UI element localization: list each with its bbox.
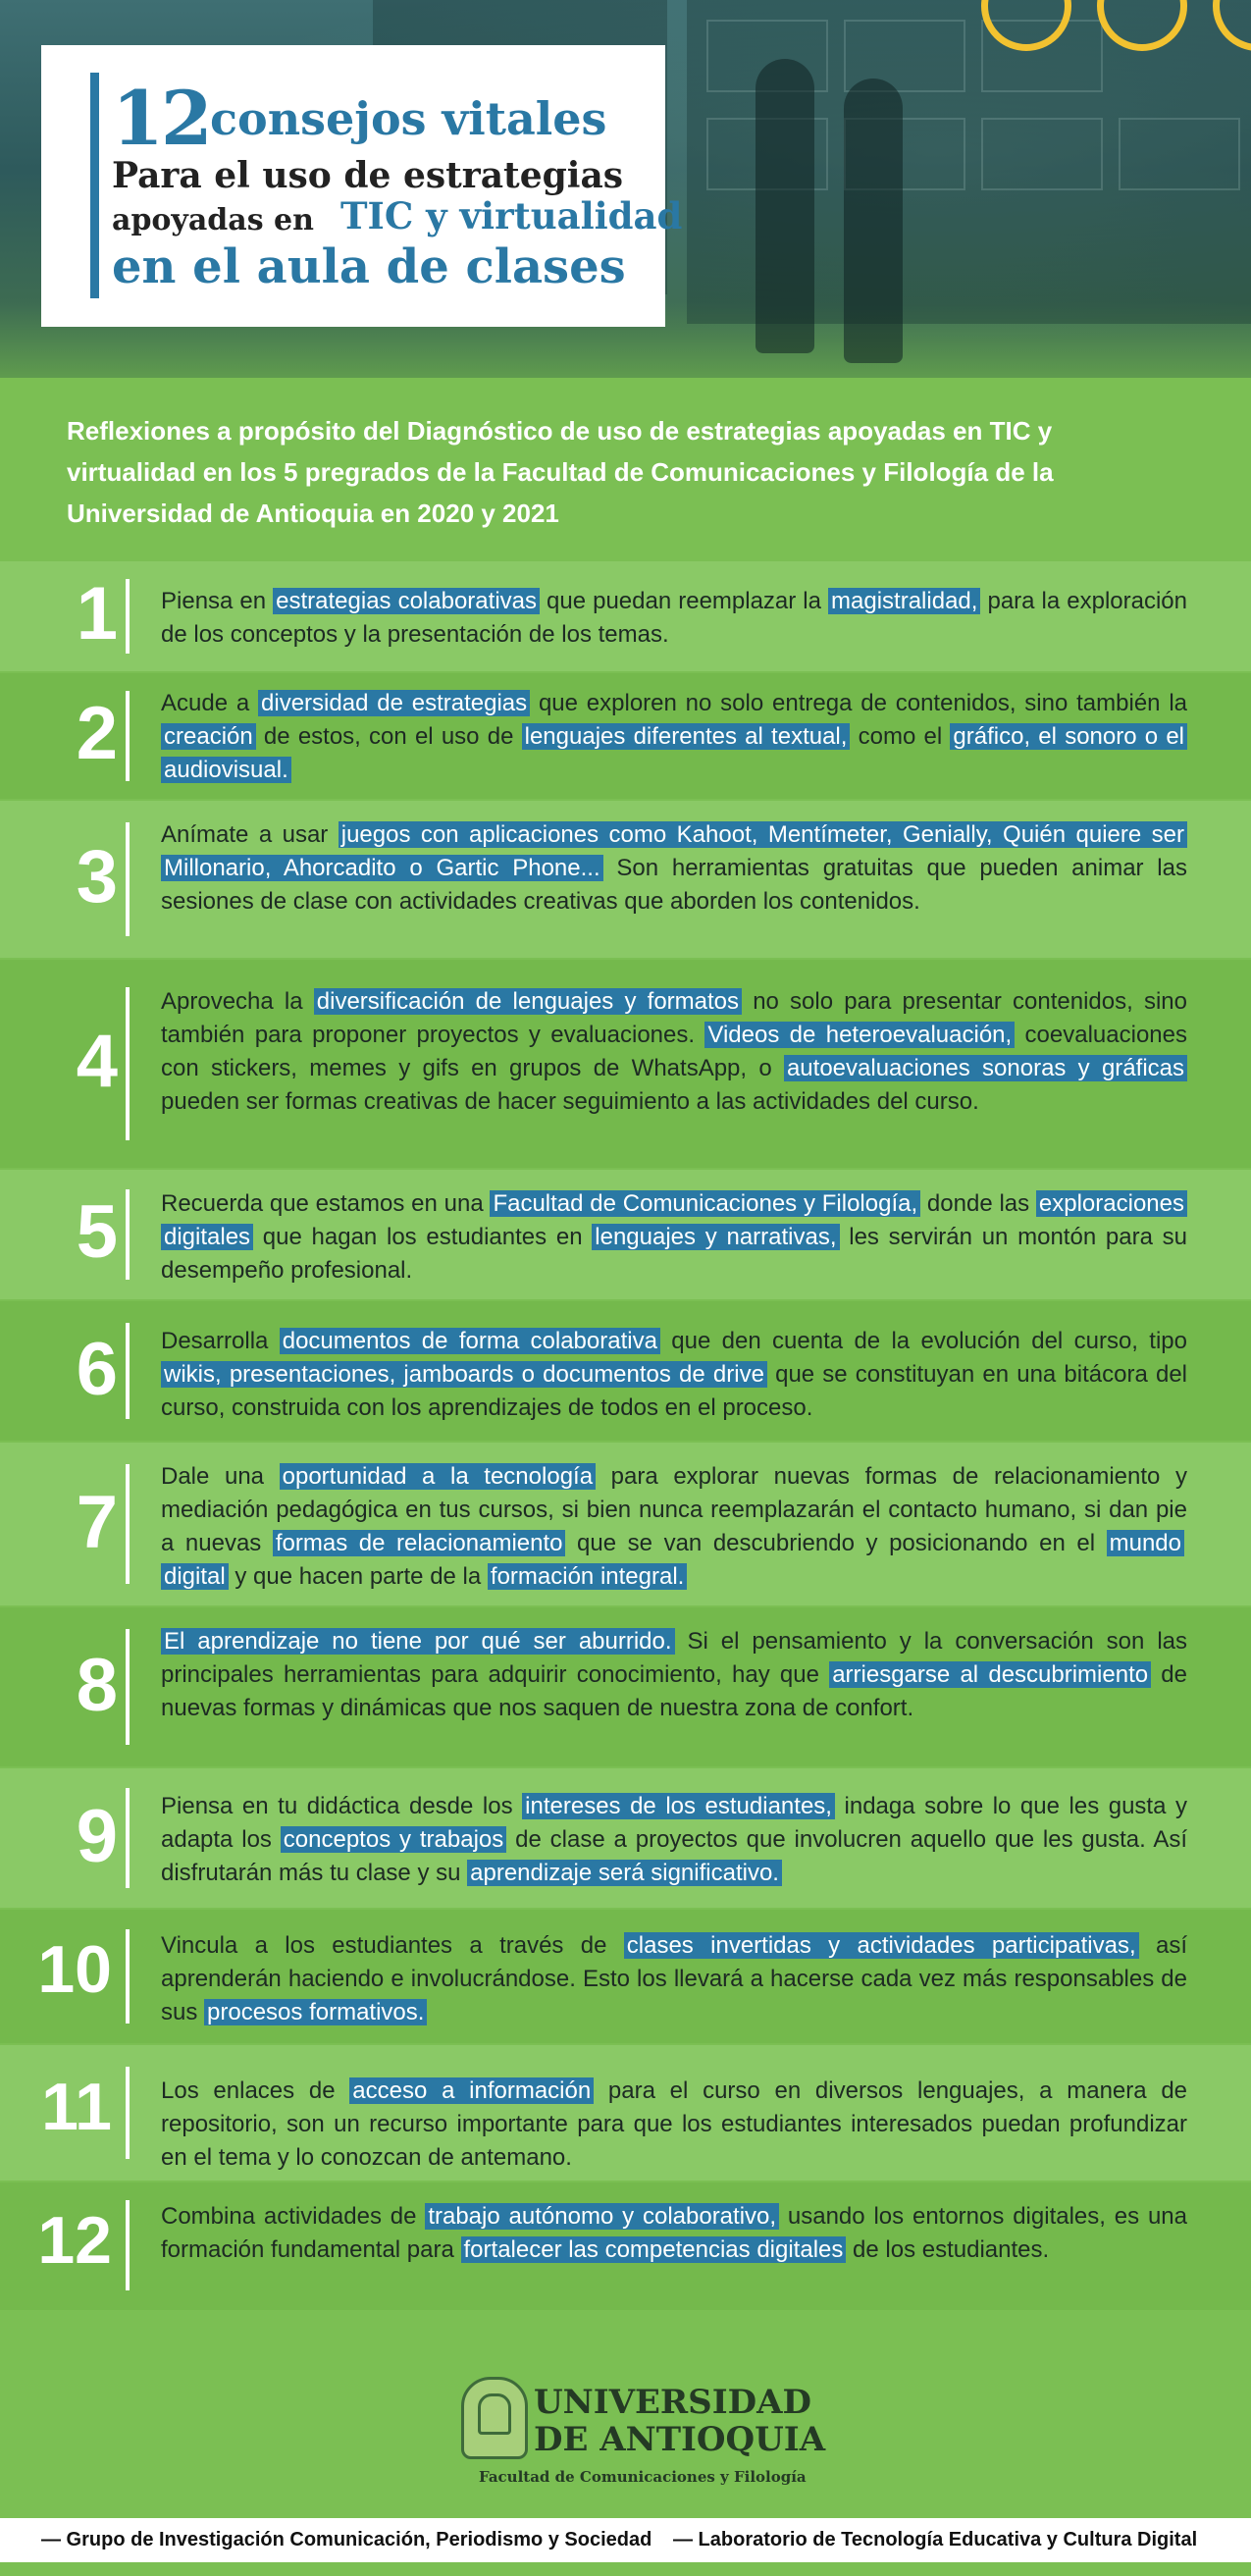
tip-divider xyxy=(126,1929,130,2024)
tip-number: 8 xyxy=(76,1644,118,1727)
tip-text-segment: no solo para presentar contenidos, sino también para proponer proyectos y evaluaciones. xyxy=(161,988,1187,1048)
tip-text-segment: Piensa en xyxy=(161,588,274,614)
tip-highlight: juegos con aplicaciones como Kahoot, Mentímeter, Genially, Quién quiere ser Millonario, Ahorcadito o Gartic Phone... xyxy=(161,821,1187,881)
tip-divider xyxy=(126,1189,130,1280)
tip-text-segment: Dale una xyxy=(161,1463,280,1490)
tip-highlight: aprendizaje será significativo. xyxy=(467,1860,782,1886)
tip-highlight: Facultad de Comunicaciones y Filología, xyxy=(490,1190,920,1217)
tip-highlight: documentos de forma colaborativa xyxy=(280,1328,660,1354)
tip-highlight: arriesgarse al descubrimiento xyxy=(829,1661,1151,1688)
tip-highlight: diversidad de estrategias xyxy=(258,690,530,716)
tip-item-11 xyxy=(0,2045,1251,2181)
tip-divider xyxy=(126,1464,130,1584)
tip-highlight: exploraciones digitales xyxy=(161,1190,1187,1250)
intro-paragraph: Reflexiones a propósito del Diagnóstico de uso de estrategias apoyadas en TIC y virtualidad en los 5 pregrados de la Facultad de Comunicaciones y Filología de la Universidad de Antioquia en 2020 y 2021 xyxy=(67,416,1054,528)
tip-number: 7 xyxy=(76,1481,118,1564)
tip-text-segment: para la exploración de los conceptos y la presentación de los temas. xyxy=(161,588,1187,648)
tip-number: 1 xyxy=(76,572,118,656)
tip-item-3 xyxy=(0,801,1251,958)
tip-text-segment: Recuerda que estamos en una xyxy=(161,1190,491,1217)
tip-text-segment: de estos, con el uso de xyxy=(255,723,522,750)
tip-item-6 xyxy=(0,1301,1251,1441)
tip-text-segment: Aprovecha la xyxy=(161,988,314,1015)
footer-right-credit: — Laboratorio de Tecnología Educativa y Cultura Digital xyxy=(673,2529,1198,2550)
tip-text xyxy=(161,985,1187,1119)
tip-text-segment: donde las xyxy=(920,1190,1036,1217)
tip-text-segment: Piensa en tu didáctica desde los xyxy=(161,1793,523,1819)
title-card xyxy=(41,45,683,327)
tip-divider xyxy=(126,822,130,936)
tip-text-segment: indaga sobre lo que les gusta y adapta los xyxy=(161,1793,1187,1853)
tip-text-segment: de los estudiantes. xyxy=(846,2236,1050,2263)
tip-highlight: conceptos y trabajos xyxy=(281,1826,506,1853)
tip-item-12 xyxy=(0,2182,1251,2310)
footer-credits xyxy=(0,2518,1251,2562)
tip-highlight: autoevaluaciones sonoras y gráficas xyxy=(784,1055,1187,1081)
logo-line-2: DE ANTIOQUIA xyxy=(534,2420,826,2459)
tip-text-segment: Son herramientas gratuitas que pueden animar las sesiones de clase con actividades creativas que aborden los contenidos. xyxy=(161,855,1187,915)
tip-text-segment: pueden ser formas creativas de hacer seguimiento a las actividades del curso. xyxy=(161,1088,979,1115)
tip-text xyxy=(161,1325,1187,1425)
title-line-4: en el aula de clases xyxy=(112,239,626,294)
tip-highlight: lenguajes y narrativas, xyxy=(592,1224,839,1250)
tip-text-segment: que den cuenta de la evolución del curso, tipo xyxy=(659,1328,1187,1354)
tip-item-4 xyxy=(0,960,1251,1168)
tip-number: 10 xyxy=(37,1932,112,2007)
tip-text-segment: Si el pensamiento y la conversación son las principales herramientas para adquirir conocimiento, hay que xyxy=(161,1628,1187,1688)
tip-divider xyxy=(126,1788,130,1888)
tip-item-8 xyxy=(0,1607,1251,1766)
tip-number: 2 xyxy=(76,692,118,775)
title-line-3a: apoyadas en xyxy=(112,203,314,237)
university-seal-icon xyxy=(461,2377,528,2459)
tip-text-segment: Desarrolla xyxy=(161,1328,280,1354)
tip-text-segment: usando los entornos digitales, es una formación fundamental para xyxy=(161,2203,1187,2263)
tip-highlight: intereses de los estudiantes, xyxy=(522,1793,835,1819)
tip-text xyxy=(161,585,1187,652)
tip-text-segment: para el curso en diversos lenguajes, a manera de repositorio, son un recurso importante para que los estudiantes interesados puedan profundizar en el tema y lo conozcan de antemano. xyxy=(161,2077,1188,2171)
tip-text-segment: Acude a xyxy=(161,690,259,716)
tip-number: 3 xyxy=(76,835,118,919)
tip-divider xyxy=(126,2200,130,2290)
tip-divider xyxy=(126,2067,130,2159)
tip-highlight: magistralidad, xyxy=(828,588,980,614)
tip-highlight: procesos formativos. xyxy=(204,1999,427,2025)
tip-text-segment: de clase a proyectos que involucren aquello que les gusta. Así disfrutarán más tu clase y su xyxy=(161,1826,1187,1886)
tip-divider xyxy=(126,987,130,1140)
tip-item-5 xyxy=(0,1170,1251,1299)
tip-highlight: acceso a información xyxy=(349,2077,594,2104)
tip-text xyxy=(161,2200,1187,2267)
tip-highlight: diversificación de lenguajes y formatos xyxy=(314,988,742,1015)
tip-item-10 xyxy=(0,1910,1251,2043)
tip-text xyxy=(161,1929,1187,2029)
tip-text-segment: que exploren no solo entrega de contenidos, sino también la xyxy=(530,690,1188,716)
tip-text xyxy=(161,818,1187,919)
title-line-2: Para el uso de estrategias xyxy=(112,155,624,196)
tip-number: 5 xyxy=(76,1190,118,1274)
title-number: 12 xyxy=(112,75,210,162)
tip-text-segment: así aprenderán haciendo e involucrándose. Esto los llevará a hacerse cada vez más responsables de sus xyxy=(161,1932,1188,2025)
title-heading: consejos vitales xyxy=(210,92,607,145)
tip-item-7 xyxy=(0,1443,1251,1605)
tip-highlight: fortalecer las competencias digitales xyxy=(461,2236,847,2263)
tip-highlight: trabajo autónomo y colaborativo, xyxy=(425,2203,779,2230)
tip-item-2 xyxy=(0,673,1251,799)
tip-text-segment: de nuevas formas y dinámicas que nos saquen de nuestra zona de confort. xyxy=(161,1661,1188,1721)
tip-number: 12 xyxy=(37,2203,112,2278)
tip-divider xyxy=(126,691,130,781)
tip-text-segment: Anímate a usar xyxy=(161,821,339,848)
university-logo xyxy=(0,2338,1251,2495)
tip-highlight: El aprendizaje no tiene por qué ser aburrido. xyxy=(161,1628,675,1655)
tip-text-segment: Los enlaces de xyxy=(161,2077,350,2104)
tip-text xyxy=(161,1790,1187,1890)
tip-item-1 xyxy=(0,561,1251,671)
tip-highlight: mundo digital xyxy=(161,1530,1184,1590)
tip-highlight: creación xyxy=(161,723,256,750)
tip-text xyxy=(161,2075,1187,2175)
logo-line-1: UNIVERSIDAD xyxy=(534,2383,811,2422)
tip-highlight: lenguajes diferentes al textual, xyxy=(522,723,851,750)
tip-text-segment: coevaluaciones con stickers, memes y gifs en grupos de WhatsApp, o xyxy=(161,1022,1187,1081)
tip-number: 4 xyxy=(76,1020,118,1103)
tip-text-segment: que hagan los estudiantes en xyxy=(253,1224,593,1250)
tip-highlight: clases invertidas y actividades participativas, xyxy=(624,1932,1139,1959)
tip-text-segment: que puedan reemplazar la xyxy=(540,588,829,614)
tip-text-segment: que se constituyan en una bitácora del curso, construida con los aprendizajes de todos en el proceso. xyxy=(161,1361,1187,1421)
tip-divider xyxy=(126,1323,130,1419)
tip-number: 9 xyxy=(76,1795,118,1878)
tip-text-segment: que se van descubriendo y posicionando en el xyxy=(565,1530,1107,1556)
tip-text-segment: Combina actividades de xyxy=(161,2203,426,2230)
tip-highlight: gráfico, el sonoro o el audiovisual. xyxy=(161,723,1187,783)
tip-text xyxy=(161,1187,1187,1288)
tip-number: 11 xyxy=(41,2070,112,2144)
tip-highlight: oportunidad a la tecnología xyxy=(280,1463,596,1490)
tip-highlight: estrategias colaborativas xyxy=(273,588,540,614)
tip-item-9 xyxy=(0,1768,1251,1908)
tip-highlight: Videos de heteroevaluación, xyxy=(704,1022,1015,1048)
tip-highlight: formación integral. xyxy=(488,1563,687,1590)
tip-text-segment: como el xyxy=(850,723,951,750)
tip-text-segment: Vincula a los estudiantes a través de xyxy=(161,1932,624,1959)
tip-text xyxy=(161,1460,1187,1594)
tip-highlight: formas de relacionamiento xyxy=(273,1530,566,1556)
tip-text-segment: y que hacen parte de la xyxy=(228,1563,488,1590)
title-line-3b: TIC y virtualidad xyxy=(340,194,683,237)
tip-text-segment: para explorar nuevas formas de relacionamiento y mediación pedagógica en tus cursos, si bien nunca reemplazarán el contacto humano, si dan pie a nuevas xyxy=(161,1463,1187,1556)
tip-text-segment: les servirán un montón para su desempeño profesional. xyxy=(161,1224,1187,1284)
footer-left-credit: — Grupo de Investigación Comunicación, Periodismo y Sociedad xyxy=(41,2529,652,2550)
tip-number: 6 xyxy=(76,1328,118,1411)
tip-divider xyxy=(126,579,130,654)
logo-faculty: Facultad de Comunicaciones y Filología xyxy=(479,2468,807,2486)
tip-divider xyxy=(126,1629,130,1745)
tip-text xyxy=(161,687,1187,787)
title-accent-bar xyxy=(90,73,99,298)
tip-highlight: wikis, presentaciones, jamboards o documentos de drive xyxy=(161,1361,767,1388)
tip-text xyxy=(161,1625,1187,1725)
hero-photo xyxy=(0,0,1251,378)
